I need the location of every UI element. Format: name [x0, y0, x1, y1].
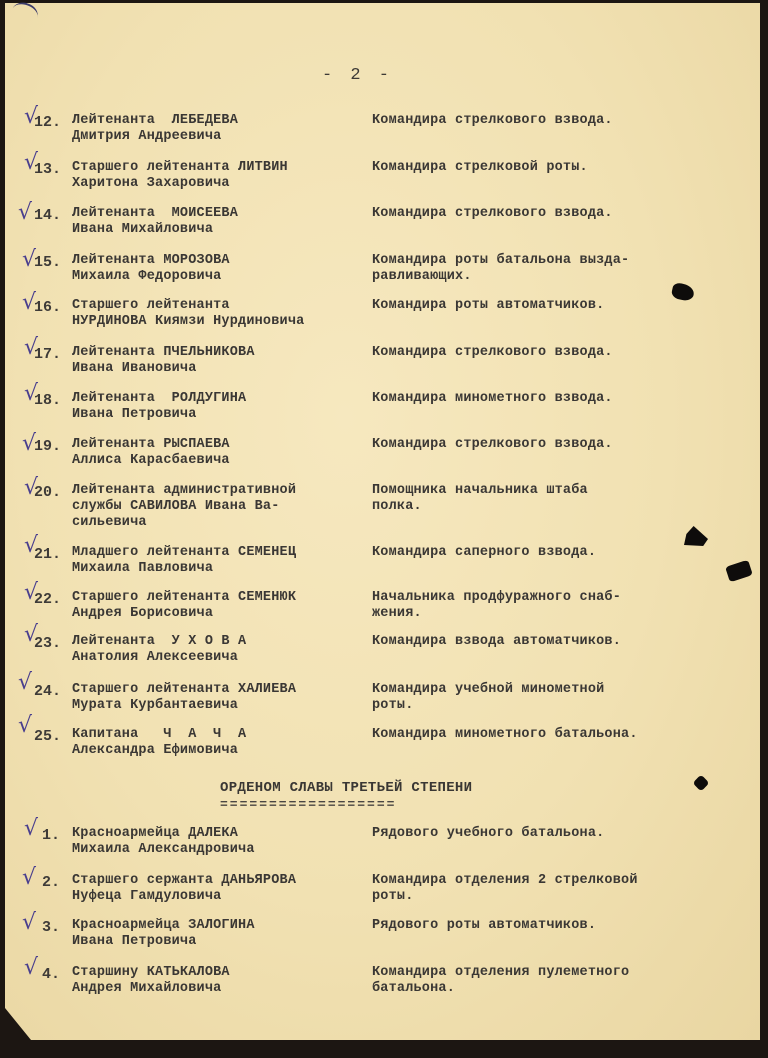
section-underline: ==================: [220, 797, 397, 812]
person-name: Лейтенанта У Х О В А Анатолия Алексеевича: [72, 634, 247, 665]
checkmark-icon: √: [24, 533, 39, 558]
item-number: 13.: [34, 161, 62, 178]
person-name: Лейтенанта ПЧЕЛЬНИКОВА Ивана Ивановича: [72, 345, 255, 376]
checkmark-icon: √: [18, 713, 33, 738]
item-number: 25.: [34, 728, 62, 745]
checkmark-icon: √: [24, 955, 39, 980]
item-number: 2.: [42, 874, 61, 891]
item-number: 21.: [34, 546, 62, 563]
checkmark-icon: √: [22, 865, 37, 890]
position: Командира минометного батальона.: [372, 727, 638, 742]
checkmark-icon: √: [24, 580, 39, 605]
checkmark-icon: √: [24, 381, 39, 406]
checkmark-icon: √: [24, 335, 39, 360]
position: Командира учебной минометной роты.: [372, 682, 605, 713]
checkmark-icon: √: [22, 910, 37, 935]
item-number: 24.: [34, 683, 62, 700]
person-name: Лейтенанта административной службы САВИЛОВА Ивана Ва- сильевича: [72, 483, 297, 530]
item-number: 18.: [34, 392, 62, 409]
position: Командира стрелкового взвода.: [372, 206, 613, 221]
position: Командира отделения пулеметного батальона.: [372, 965, 630, 996]
person-name: Лейтенанта ЛЕБЕДЕВА Дмитрия Андреевича: [72, 113, 239, 144]
item-number: 19.: [34, 438, 62, 455]
person-name: Красноармейца ЗАЛОГИНА Ивана Петровича: [72, 918, 255, 949]
item-number: 15.: [34, 254, 62, 271]
section-heading: ОРДЕНОМ СЛАВЫ ТРЕТЬЕЙ СТЕПЕНИ: [220, 780, 473, 796]
position: Командира взвода автоматчиков.: [372, 634, 622, 649]
position: Командира стрелкового взвода.: [372, 437, 613, 452]
person-name: Старшего лейтенанта ЛИТВИН Харитона Захаровича: [72, 160, 288, 191]
item-number: 3.: [42, 919, 61, 936]
checkmark-icon: √: [24, 622, 39, 647]
position: Командира саперного взвода.: [372, 545, 597, 560]
person-name: Лейтенанта РОЛДУГИНА Ивана Петровича: [72, 391, 247, 422]
position: Командира отделения 2 стрелковой роты.: [372, 873, 638, 904]
checkmark-icon: √: [18, 200, 33, 225]
checkmark-icon: √: [22, 247, 37, 272]
item-number: 20.: [34, 484, 62, 501]
position: Командира минометного взвода.: [372, 391, 613, 406]
item-number: 17.: [34, 346, 62, 363]
item-number: 22.: [34, 591, 62, 608]
position: Командира стрелкового взвода.: [372, 345, 613, 360]
item-number: 23.: [34, 635, 62, 652]
page-number: - 2 -: [322, 66, 394, 85]
checkmark-icon: √: [22, 290, 37, 315]
checkmark-icon: √: [18, 670, 33, 695]
position: Командира стрелковой роты.: [372, 160, 588, 175]
person-name: Старшего лейтенанта НУРДИНОВА Киямзи Нурдиновича: [72, 298, 305, 329]
item-number: 4.: [42, 966, 61, 983]
item-number: 12.: [34, 114, 62, 131]
position: Начальника продфуражного снаб- жения.: [372, 590, 622, 621]
person-name: Старшину КАТЬКАЛОВА Андрея Михайловича: [72, 965, 230, 996]
person-name: Старшего лейтенанта СЕМЕНЮК Андрея Борисовича: [72, 590, 297, 621]
position: Командира стрелкового взвода.: [372, 113, 613, 128]
person-name: Капитана Ч А Ч А Александра Ефимовича: [72, 727, 247, 758]
checkmark-icon: √: [24, 104, 39, 129]
item-number: 16.: [34, 299, 62, 316]
position: Рядового роты автоматчиков.: [372, 918, 597, 933]
person-name: Красноармейца ДАЛЕКА Михаила Александровича: [72, 826, 255, 857]
person-name: Старшего сержанта ДАНЬЯРОВА Нуфеца Гамдуловича: [72, 873, 297, 904]
position: Помощника начальника штаба полка.: [372, 483, 588, 514]
position: Командира роты автоматчиков.: [372, 298, 605, 313]
person-name: Лейтенанта МОИСЕЕВА Ивана Михайловича: [72, 206, 239, 237]
person-name: Младшего лейтенанта СЕМЕНЕЦ Михаила Павловича: [72, 545, 297, 576]
item-number: 14.: [34, 207, 62, 224]
person-name: Старшего лейтенанта ХАЛИЕВА Мурата Курбантаевича: [72, 682, 297, 713]
item-number: 1.: [42, 827, 61, 844]
checkmark-icon: √: [22, 431, 37, 456]
checkmark-icon: √: [24, 475, 39, 500]
checkmark-icon: √: [24, 150, 39, 175]
checkmark-icon: √: [24, 816, 39, 841]
person-name: Лейтенанта МОРОЗОВА Михаила Федоровича: [72, 253, 230, 284]
person-name: Лейтенанта РЫСПАЕВА Аллиса Карасбаевича: [72, 437, 230, 468]
position: Рядового учебного батальона.: [372, 826, 605, 841]
position: Командира роты батальона выздa- равливающих.: [372, 253, 630, 284]
